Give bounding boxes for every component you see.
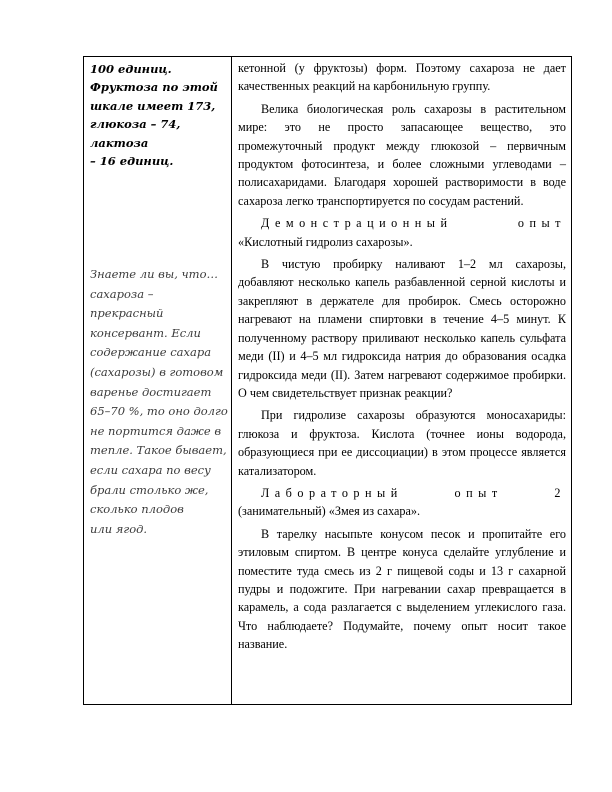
margin-notes-column bbox=[84, 57, 232, 704]
paragraph-sugar-snake: В тарелку насыпьте конусом песок и пропитайте его этиловым спиртом. В центре конуса сделайте углубление и поместите туда смесь из 2 г пищевой соды и 13 г сахарной пудры и подожгите. При нагревании сахар превращается в карамель, а сода разлагается с выделением углекислого газа. Что наблюдаете? Подумайте, почему опыт носит такое название. bbox=[238, 526, 566, 652]
lab-experiment-heading bbox=[238, 484, 566, 521]
demo-experiment-heading bbox=[238, 214, 566, 251]
did-you-know-note: Знаете ли вы, что… сахароза – прекрасный консервант. Если содержание сахара (сахарозы) в готовом варенье достигает 65–70 %, то оно долго не портится даже в тепле. Такое бывает, если сахара по весу брали столько же, сколько плодов или ягод. bbox=[90, 267, 228, 536]
main-text-column bbox=[232, 57, 571, 704]
demo-experiment-title: «Кислотный гидролиз сахарозы». bbox=[238, 234, 413, 249]
lab-experiment-label: Лабораторный опыт 2 bbox=[261, 485, 566, 500]
content-table bbox=[83, 56, 572, 705]
paragraph-biological-role: Велика биологическая роль сахарозы в растительном мире: это не просто запасающее вещество, это промежуточный продукт между глюкозой – первичным продуктом фотосинтеза, и более сложными углеводами – полисахаридами. Благодаря хорошей растворимости в воде сахароза легко транспортируется по сосудам растений. bbox=[238, 101, 566, 208]
demo-experiment-label: Демонстрационный опыт bbox=[261, 216, 566, 231]
sweetness-scale-note: 100 единиц. Фруктоза по этой шкале имеет 173, глюкоза – 74, лактоза – 16 единиц. bbox=[90, 62, 218, 169]
paragraph-carbonyl: кетонной (у фруктозы) форм. Поэтому сахароза не дает качественных реакций на карбонильную группу. bbox=[238, 61, 566, 94]
paragraph-hydrolysis-procedure: В чистую пробирку наливают 1–2 мл сахарозы, добавляют несколько капель разбавленной серной кислоты и закрепляют в держателе для пробирок. Смесь осторожно нагревают на пламени спиртовки в течение 4–5 минут. К полученному раствору приливают несколько капель сульфата меди (II) и 4–5 мл гидроксида натрия до образования осадка гидроксида меди (II). Затем нагревают содержимое пробирки. О чем свидетельствует признак реакции? bbox=[238, 257, 566, 400]
lab-experiment-title: (занимательный) «Змея из сахара». bbox=[238, 504, 421, 519]
paragraph-hydrolysis-result: При гидролизе сахарозы образуются моносахариды: глюкоза и фруктоза. Кислота (точнее ионы водорода, образующиеся при ее диссоциации) в этом процессе является катализатором. bbox=[238, 408, 566, 478]
